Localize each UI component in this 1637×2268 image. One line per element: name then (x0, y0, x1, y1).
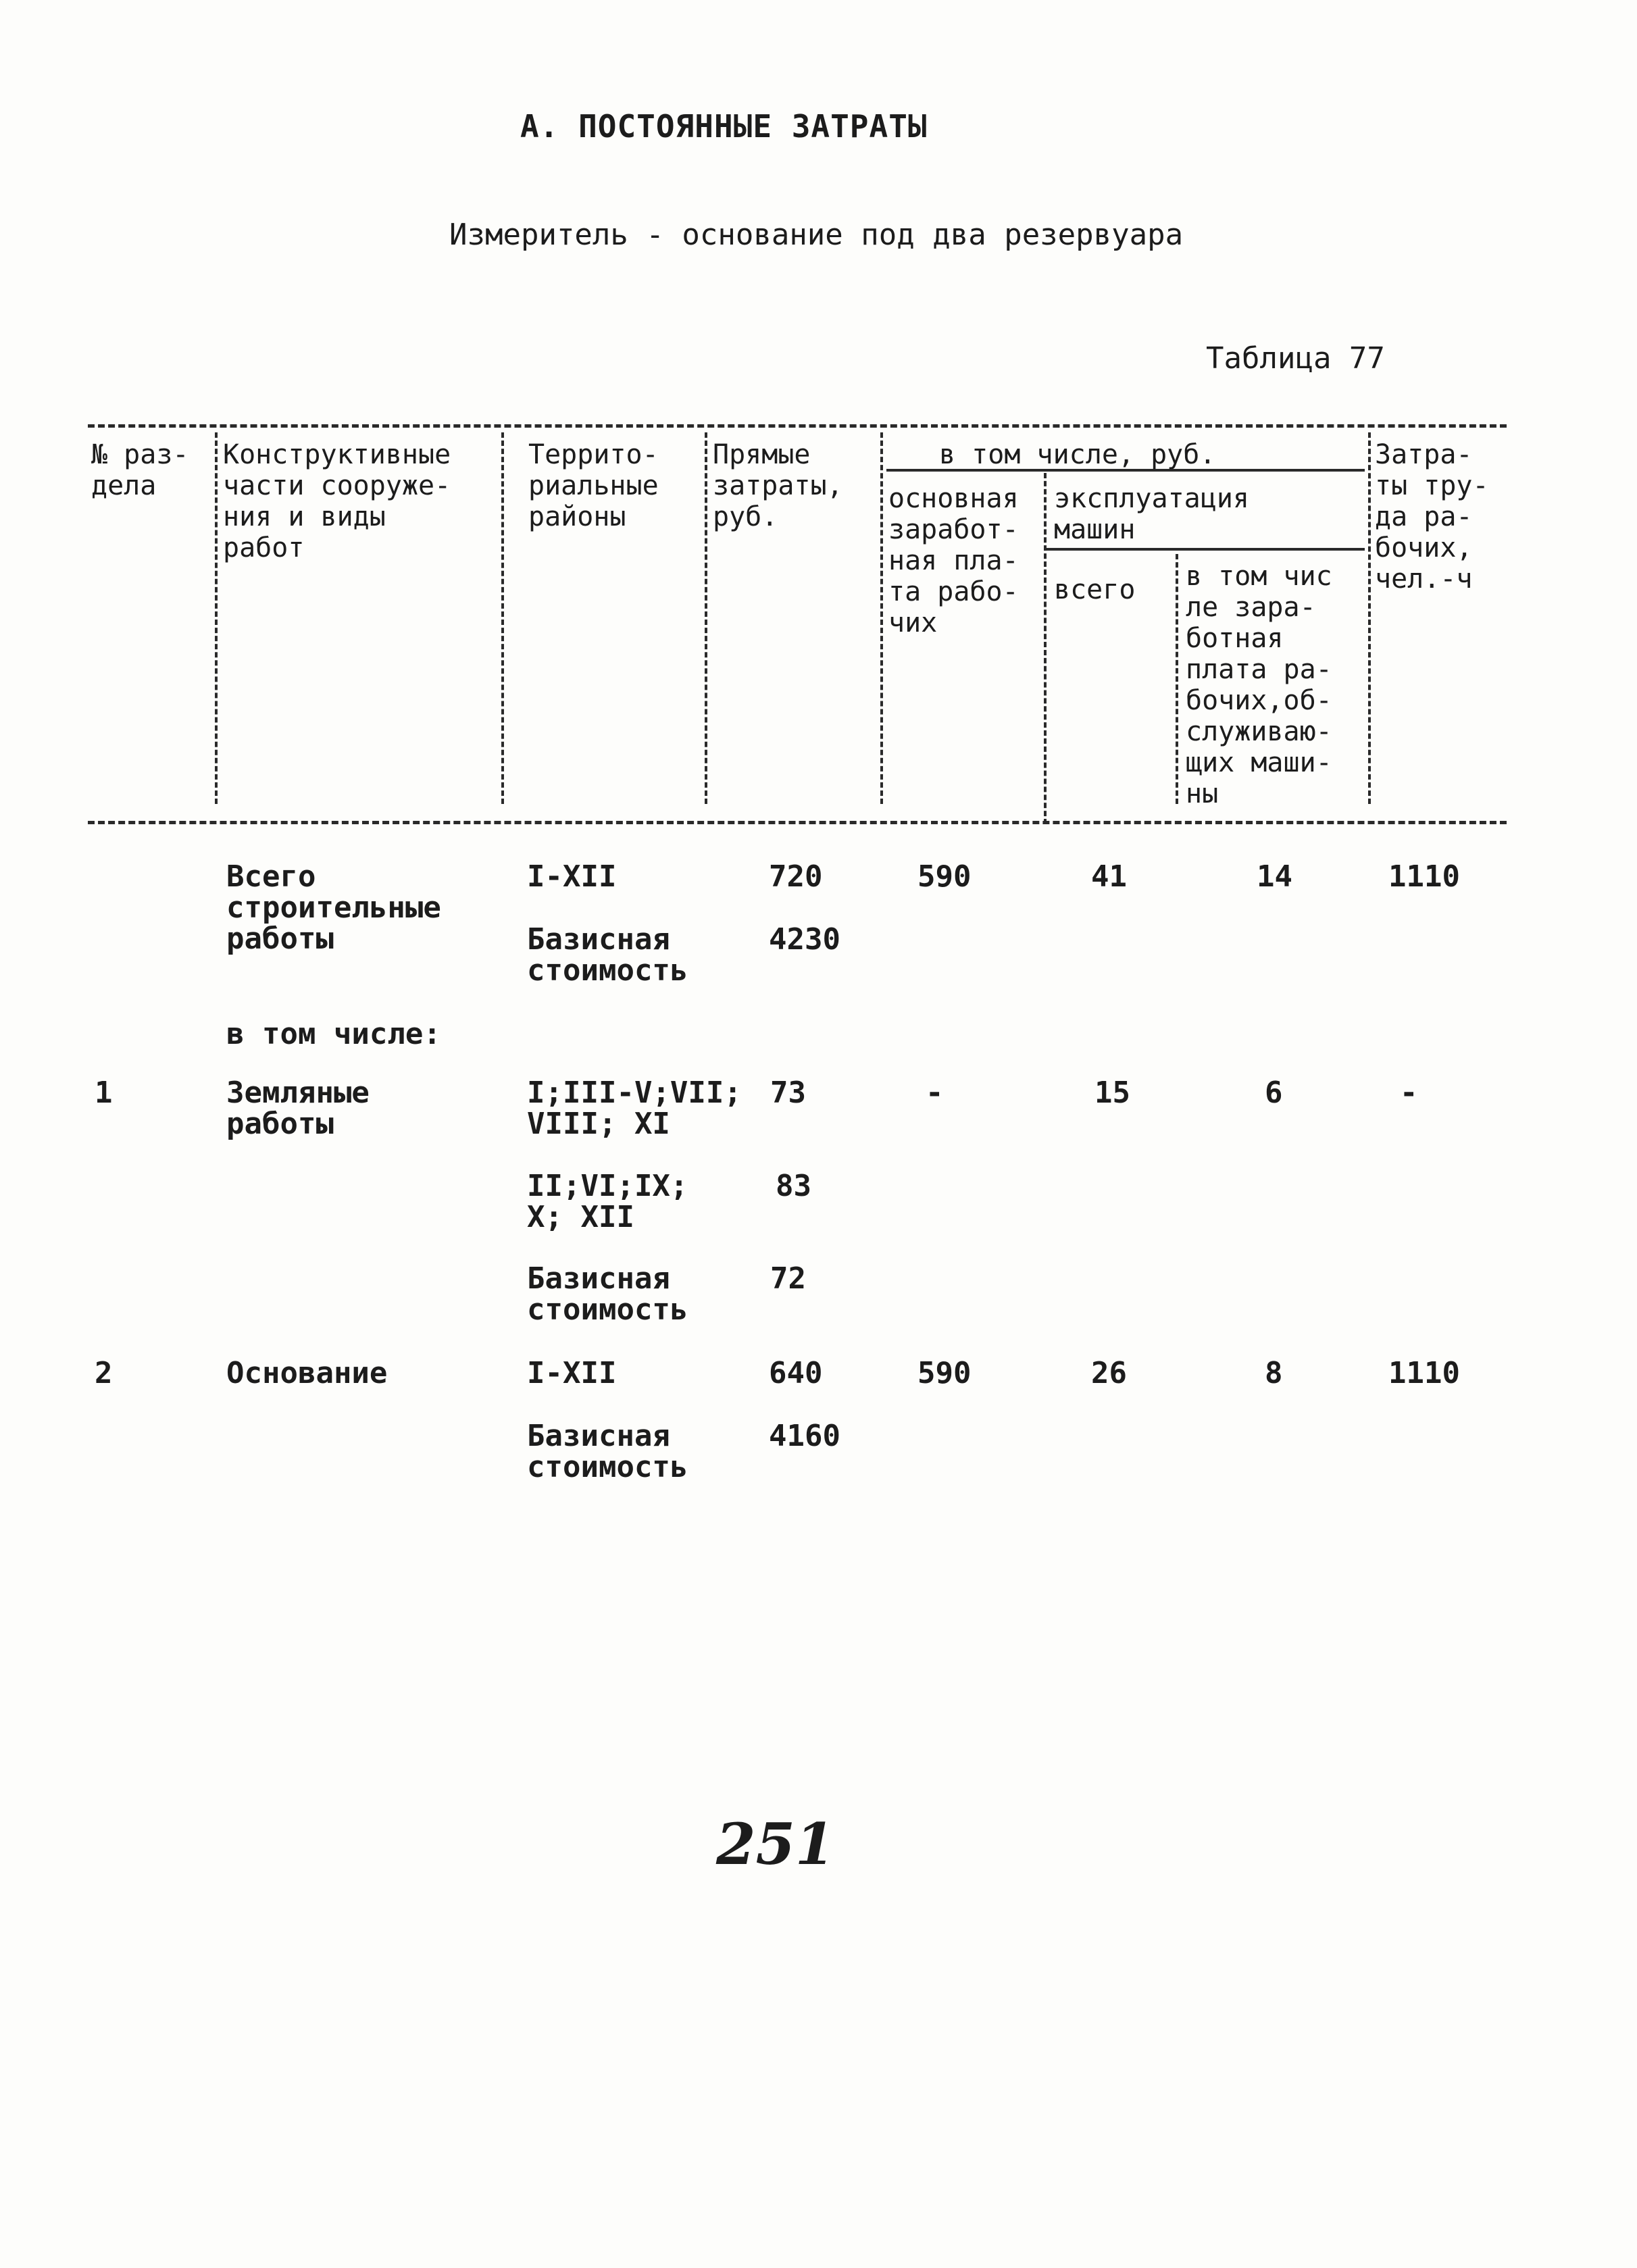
row-earth-number: 1 (95, 1076, 113, 1110)
row-base-labor: 1110 (1388, 1356, 1460, 1390)
header-machine-wage: в том чис ле зара- ботная плата ра- бочих,об- служиваю- щих маши- ны (1186, 561, 1332, 809)
machines-underline (1046, 548, 1365, 551)
row-earth-name: Земляные работы (226, 1076, 370, 1141)
table-label: Таблица 77 (1206, 341, 1385, 376)
row-base-direct: 640 (769, 1356, 823, 1390)
col-separator (501, 432, 504, 804)
table-top-border (88, 424, 1507, 428)
row-base-machine-wage: 8 (1265, 1356, 1283, 1390)
row-total-machines: 41 (1091, 859, 1127, 894)
col-separator (1044, 473, 1047, 824)
header-machine-operation: эксплуатация машин (1054, 483, 1249, 545)
row-base-base-value: 4160 (769, 1419, 840, 1453)
row-total-wage: 590 (917, 859, 972, 894)
row-earth-region2: II;VI;IX; X; XII (527, 1169, 688, 1234)
col-separator (1368, 432, 1371, 804)
page-heading: А. ПОСТОЯННЫЕ ЗАТРАТЫ (520, 108, 928, 145)
row-total-name: Всего строительные работы (226, 859, 441, 956)
row-earth-wage: - (926, 1076, 944, 1110)
measure-line: Измеритель - основание под два резервуара (449, 218, 1184, 252)
row-total-machine-wage: 14 (1257, 859, 1292, 894)
header-including-group: в том числе, руб. (939, 439, 1216, 470)
header-structural-parts: Конструктивные части сооруже- ния и виды работ (223, 439, 451, 563)
row-earth-direct1: 73 (770, 1076, 806, 1110)
row-earth-base-label: Базисная стоимость (527, 1261, 688, 1327)
row-total-region: I-XII (527, 859, 617, 894)
table-header-bottom-border (88, 821, 1507, 824)
header-machines-total: всего (1054, 574, 1136, 605)
col-separator (705, 432, 707, 804)
row-earth-base-value: 72 (770, 1261, 806, 1296)
row-total-direct: 720 (769, 859, 823, 894)
row-base-name: Основание (226, 1356, 388, 1390)
header-direct-costs: Прямые затраты, руб. (713, 439, 843, 532)
row-earth-direct2: 83 (776, 1169, 811, 1203)
including-label: в том числе: (226, 1017, 441, 1051)
col-separator (880, 432, 883, 804)
row-earth-machines: 15 (1094, 1076, 1130, 1110)
row-total-base-label: Базисная стоимость (527, 922, 688, 988)
col-separator (1176, 554, 1178, 804)
page-number: 251 (716, 1811, 835, 1878)
row-base-number: 2 (95, 1356, 113, 1390)
row-earth-machine-wage: 6 (1265, 1076, 1283, 1110)
col-separator (215, 432, 218, 804)
header-regions: Террито- риальные районы (528, 439, 659, 532)
row-base-machines: 26 (1091, 1356, 1127, 1390)
row-earth-region1: I;III-V;VII; VIII; XI (527, 1076, 742, 1141)
header-base-wage: основная заработ- ная пла- та рабо- чих (888, 483, 1019, 638)
row-base-region: I-XII (527, 1356, 617, 1390)
row-base-wage: 590 (917, 1356, 972, 1390)
header-labor-costs: Затра- ты тру- да ра- бочих, чел.-ч (1375, 439, 1489, 595)
row-base-base-label: Базисная стоимость (527, 1419, 688, 1484)
row-total-labor: 1110 (1388, 859, 1460, 894)
row-total-base-value: 4230 (769, 922, 840, 957)
header-section-number: № раз- дела (91, 439, 189, 501)
row-earth-labor: - (1400, 1076, 1418, 1110)
